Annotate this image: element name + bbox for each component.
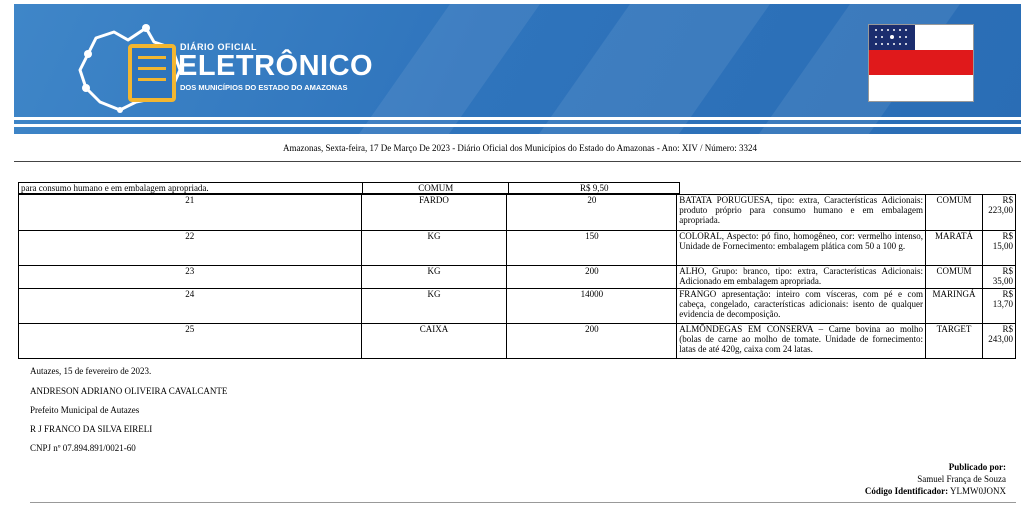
- amazonas-flag: [868, 24, 974, 102]
- cell-desc: COLORAL, Aspecto: pó fino, homogêneo, cor: vermelho intenso, Unidade de Fornecimento: embalagem plática com 50 a 100 g.: [677, 231, 926, 266]
- cell-qty: 20: [507, 195, 677, 231]
- cell-desc: BATATA PORUGUESA, tipo: extra, Características Adicionais: produto próprio para consumo humano e em embalagem apropriada.: [677, 195, 926, 231]
- cell-qty: 200: [507, 266, 677, 289]
- cell-qty: 200: [507, 324, 677, 359]
- cell-price: R$ 223,00: [982, 195, 1015, 231]
- brand-title: ELETRÔNICO: [178, 50, 374, 82]
- cell-unit: KG: [361, 266, 507, 289]
- cell-brand: COMUM: [925, 266, 982, 289]
- cell-desc: para consumo humano e em embalagem apropriada.: [19, 183, 363, 194]
- cell-unit: KG: [361, 231, 507, 266]
- table-row: [19, 231, 1016, 266]
- banner-stripe: [504, 4, 784, 134]
- table-continuation: [18, 182, 680, 194]
- items-table: [18, 194, 1016, 359]
- cell-desc: FRANGO apresentação: inteiro com vísceras, com pé e com cabeça, congelado, características adicionais: isento de qualquer evidencia de decomposição.: [677, 289, 926, 324]
- cell-item: 23: [19, 266, 362, 289]
- cell-price: R$ 13,70: [982, 289, 1015, 324]
- signer-role: Prefeito Municipal de Autazes: [30, 405, 140, 415]
- signer-name: ANDRESON ADRIANO OLIVEIRA CAVALCANTE: [30, 386, 228, 396]
- company-cnpj: CNPJ nº 07.894.891/0021-60: [30, 443, 136, 453]
- cell-item: 25: [19, 324, 362, 359]
- brand-subtitle: DOS MUNICÍPIOS DO ESTADO DO AMAZONAS: [180, 83, 348, 92]
- table-row: [19, 266, 1016, 289]
- cell-qty: 150: [507, 231, 677, 266]
- publication-code: Código Identificador: YLMW0JONX: [864, 486, 1006, 496]
- footer-divider: [30, 502, 1016, 503]
- cell-brand: COMUM: [925, 195, 982, 231]
- cell-qty: 14000: [507, 289, 677, 324]
- place-date: Autazes, 15 de fevereiro de 2023.: [30, 366, 152, 376]
- cell-desc: ALMÔNDEGAS EM CONSERVA – Carne bovina ao molho (bolas de carne ao molho de tomate. Unidade de fornecimento: latas de até 420g, caixa com 24 latas.: [677, 324, 926, 359]
- table-row: [19, 183, 680, 194]
- dateline: Amazonas, Sexta-feira, 17 De Março De 2023 - Diário Oficial dos Municípios do Estado do Amazonas - Ano: XIV / Número: 3324: [283, 143, 757, 153]
- cell-unit: FARDO: [361, 195, 507, 231]
- cell-brand: MARINGÁ: [925, 289, 982, 324]
- cell-price: R$ 9,50: [509, 183, 680, 194]
- cell-item: 24: [19, 289, 362, 324]
- banner-line: [14, 124, 1021, 127]
- table-row: [19, 195, 1016, 231]
- publication-author: Samuel França de Souza: [917, 474, 1006, 484]
- cell-unit: CAIXA: [361, 324, 507, 359]
- document-icon: [128, 44, 176, 102]
- banner-line: [14, 117, 1021, 120]
- cell-brand: TARGET: [925, 324, 982, 359]
- company-name: R J FRANCO DA SILVA EIRELI: [30, 424, 153, 434]
- cell-item: 22: [19, 231, 362, 266]
- cell-price: R$ 35,00: [982, 266, 1015, 289]
- table-row: [19, 289, 1016, 324]
- divider: [14, 161, 1021, 162]
- cell-desc: ALHO, Grupo: branco, tipo: extra, Características Adicionais: Adicionado em embalagem apropriada.: [677, 266, 926, 289]
- cell-brand: MARATÁ: [925, 231, 982, 266]
- cell-item: 21: [19, 195, 362, 231]
- brand-small: DIÁRIO OFICIAL: [180, 42, 257, 52]
- cell-price: R$ 15,00: [982, 231, 1015, 266]
- cell-price: R$ 243,00: [982, 324, 1015, 359]
- cell-unit: KG: [361, 289, 507, 324]
- table-row: [19, 324, 1016, 359]
- publication-label: Publicado por:: [948, 462, 1006, 472]
- cell-brand: COMUM: [363, 183, 509, 194]
